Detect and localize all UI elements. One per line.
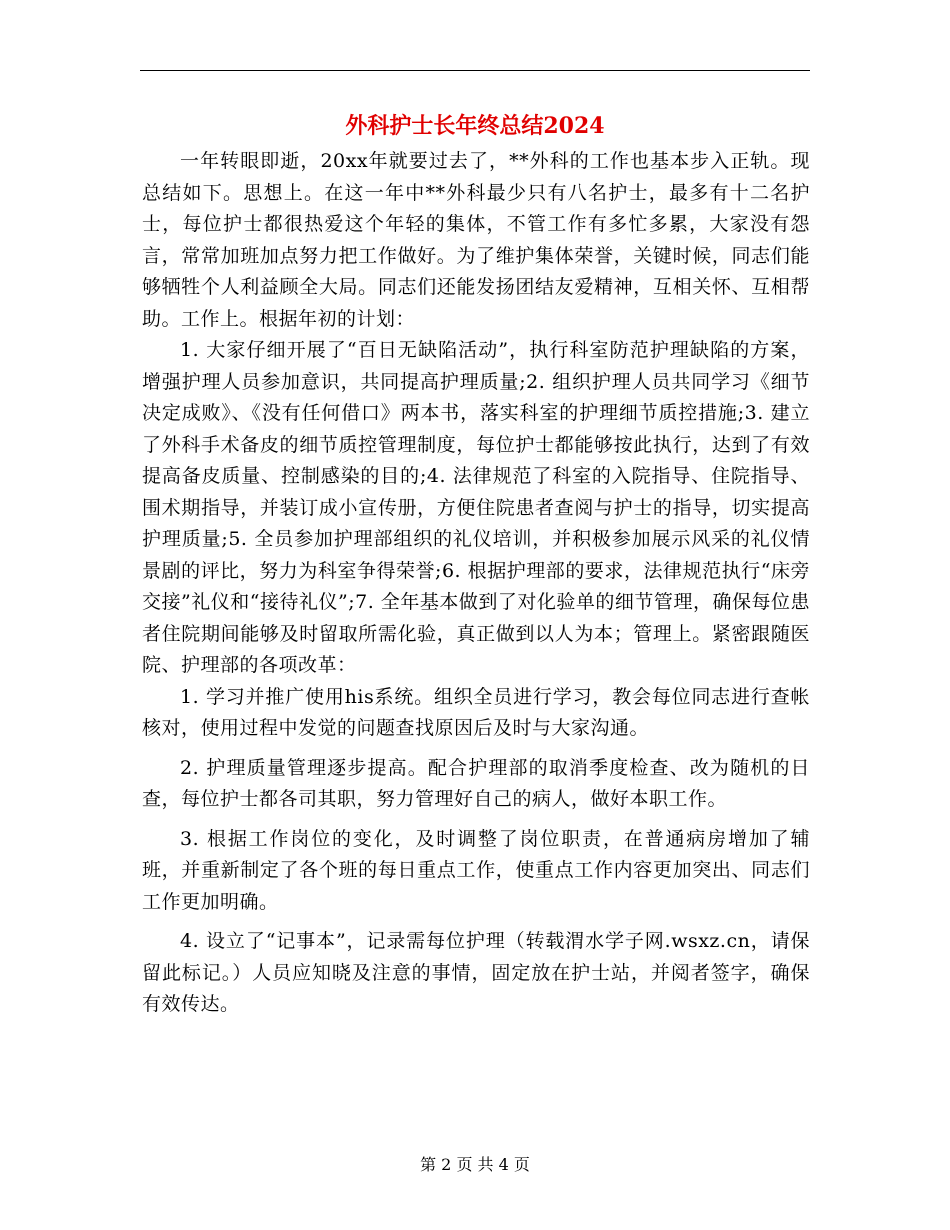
paragraph-management-4: 4. 设立了“记事本”，记录需每位护理（转载渭水学子网.wsxz.cn，请保留此标记。）人员应知晓及注意的事情，固定放在护士站，并阅者签字，确保有效传达。 bbox=[142, 930, 810, 1015]
paragraph-work-list: 1. 大家仔细开展了“百日无缺陷活动”，执行科室防范护理缺陷的方案，增强护理人员参加意识，共同提高护理质量;2. 组织护理人员共同学习《细节决定成败》、《没有任何借口》两本书，落实科室的护理细节质控措施;3. 建立了外科手术备皮的细节质控管理制度，每位护士都能够按此执行，达到了有效提高备皮质量、控制感染的目的;4. 法律规范了科室的入院指导、住院指导、围术期指导，并装订成小宣传册，方便住院患者查阅与护士的指导，切实提高护理质量;5. 全员参加护理部组织的礼仪培训，并积极参加展示风采的礼仪情景剧的评比，努力为科室争得荣誉;6. 根据护理部的要求，法律规范执行“床旁交接”礼仪和“接待礼仪”;7. 全年基本做到了对化验单的细节管理，确保每位患者住院期间能够及时留取所需化验，真正做到以人为本；管理上。紧密跟随医院、护理部的各项改革： bbox=[142, 339, 810, 676]
document-title: 外科护士长年终总结2024 bbox=[345, 113, 605, 139]
paragraph-intro: 一年转眼即逝，20xx年就要过去了，**外科的工作也基本步入正轨。现总结如下。思想上。在这一年中**外科最少只有八名护士，最多有十二名护士，每位护士都很热爱这个年轻的集体，不管工作有多忙多累，大家没有怨言，常常加班加点努力把工作做好。为了维护集体荣誉，关键时候，同志们能够牺牲个人利益顾全大局。同志们还能发扬团结友爱精神，互相关怀、互相帮助。工作上。根据年初的计划： bbox=[142, 150, 810, 330]
document-body bbox=[142, 146, 810, 1021]
paragraph-management-1: 1. 学习并推广使用his系统。组织全员进行学习，教会每位同志进行查帐核对，使用过程中发觉的问题查找原因后及时与大家沟通。 bbox=[142, 685, 810, 739]
paragraph-management-2: 2. 护理质量管理逐步提高。配合护理部的取消季度检查、改为随机的日查，每位护士都各司其职，努力管理好自己的病人，做好本职工作。 bbox=[142, 756, 810, 810]
paragraph-management-3: 3. 根据工作岗位的变化，及时调整了岗位职责，在普通病房增加了辅班，并重新制定了各个班的每日重点工作，使重点工作内容更加突出、同志们工作更加明确。 bbox=[142, 827, 810, 913]
page-number-footer: 第 2 页 共 4 页 bbox=[420, 1155, 530, 1174]
header-rule bbox=[140, 70, 810, 71]
